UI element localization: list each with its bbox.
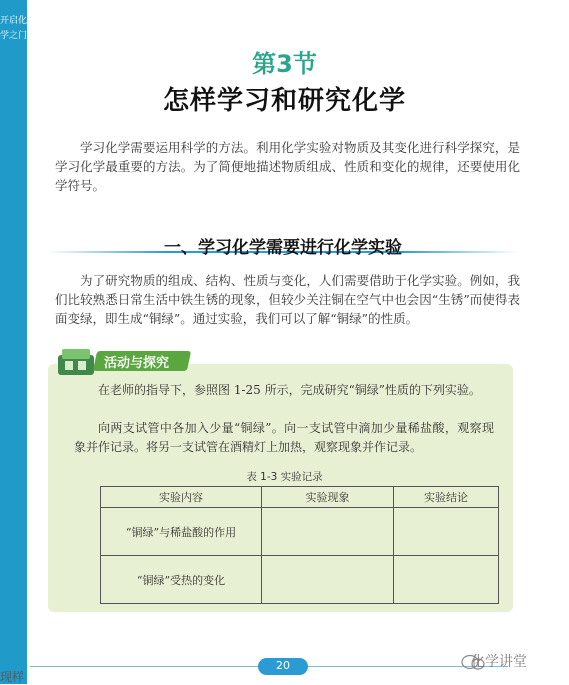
section-number: 第3节: [252, 50, 317, 78]
table-header-cell: 实验结论: [394, 487, 499, 508]
table-row: [101, 508, 499, 556]
corner-text: 现样: [0, 670, 25, 684]
watermark-text: 化学讲堂: [471, 654, 527, 670]
table-row: [101, 556, 499, 604]
table-header-cell: 实验现象: [262, 487, 394, 508]
table-caption: 表 1-3 实验记录: [246, 471, 323, 483]
footer-rule-left: [30, 666, 258, 667]
page-number: 20: [276, 659, 290, 672]
intro-paragraph: 学习化学需要运用科学的方法。利用化学实验对物质及其变化进行科学探究，是学习化学最重要的方法。为了简便地描述物质组成、性质和变化的规律，还要使用化学符号。: [55, 140, 520, 193]
activity-paragraph-2: 向两支试管中各加入少量“铜绿”。向一支试管中滴加少量稀盐酸，观察现象并作记录。将另一支试管在酒精灯上加热，观察现象并作记录。: [74, 421, 494, 454]
activity-paragraph-1: 在老师的指导下，参照图 1-25 所示，完成研究“铜绿”性质的下列实验。: [98, 383, 481, 397]
subsection-heading-text: 一、学习化学需要进行化学实验: [164, 238, 402, 258]
subsection-heading: [48, 233, 518, 258]
table-cell: [394, 508, 499, 556]
table-cell: [262, 556, 394, 604]
lab-bench-icon: [56, 345, 96, 377]
activity-tag-label: 活动与探究: [104, 356, 170, 371]
section-title: 怎样学习和研究化学: [162, 86, 406, 116]
table-cell: “铜绿”与稀盐酸的作用: [101, 508, 262, 556]
table-cell: [394, 556, 499, 604]
experiment-table: [100, 486, 499, 604]
table-cell: “铜绿”受热的变化: [101, 556, 262, 604]
body-paragraph: 为了研究物质的组成、结构、性质与变化，人们需要借助于化学实验。例如，我们比较熟悉日常生活中铁生锈的现象，但较少关注铜在空气中也会因“生锈”而使得表面变绿，即生成“铜绿”。通过实验，我们可以了解“铜绿”的性质。: [55, 273, 520, 326]
side-tab-label: 开启化学之门: [0, 16, 28, 41]
table-header-cell: 实验内容: [101, 487, 262, 508]
table-cell: [262, 508, 394, 556]
table-header-row: [101, 487, 499, 508]
